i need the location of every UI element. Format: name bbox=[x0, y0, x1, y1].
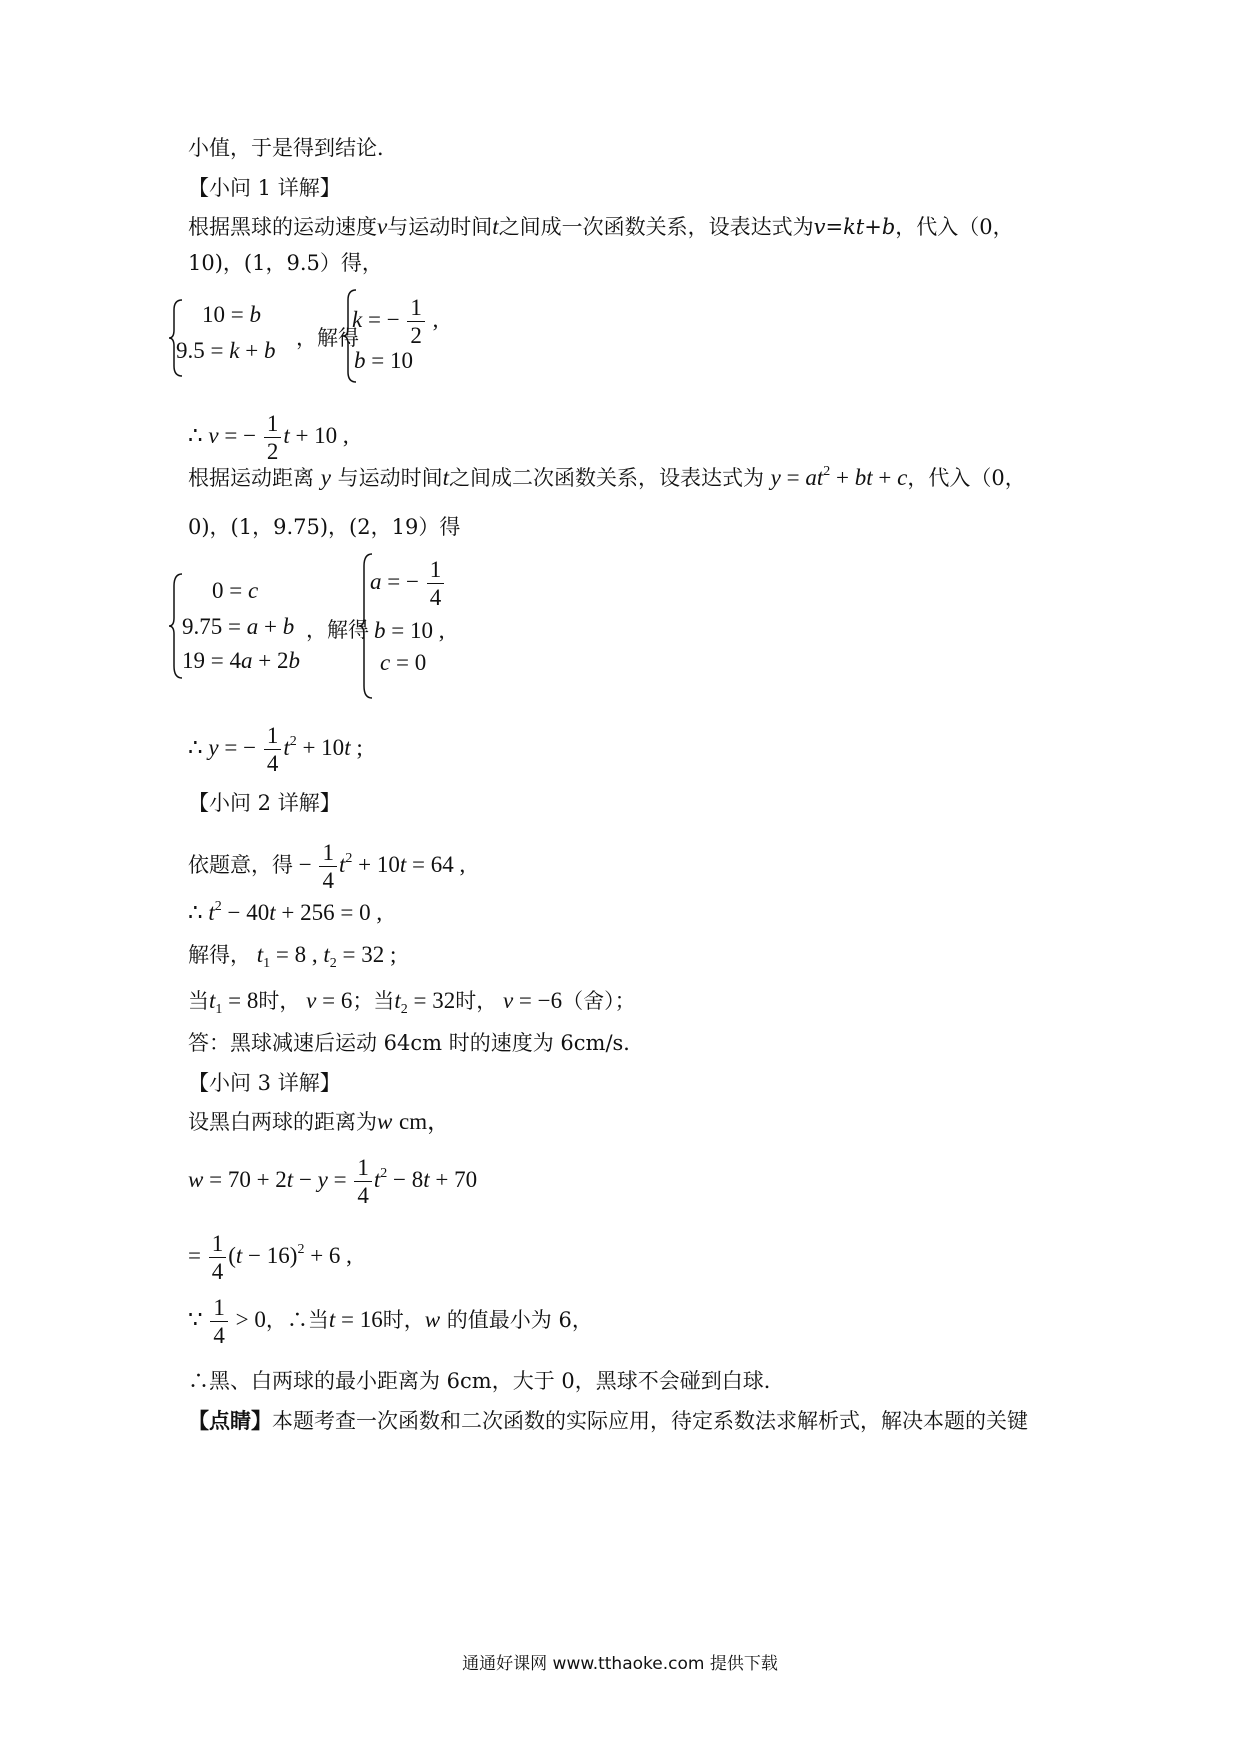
text-line: 小值，于是得到结论． bbox=[188, 136, 398, 160]
text-line: 解得， $t_1 = 8$ , $t_2 = 32$ ; bbox=[188, 942, 397, 971]
result-v: ∴ v = − $\frac{1}{2}$ t + 10 , bbox=[188, 411, 349, 465]
equation-system-1: 10 = b 9.5 = k + b ，解得 bbox=[168, 298, 468, 388]
text-line: 根据黑球的运动速度v与运动时间t之间成一次函数关系，设表达式为v=kt+b，代入（0， bbox=[188, 214, 1014, 239]
text-line: 【点睛】本题考查一次函数和二次函数的实际应用，待定系数法求解析式，解决本题的关键 bbox=[188, 1408, 1028, 1433]
conclusion-line: ∴黑、白两球的最小距离为 6cm，大于 0，黑球不会碰到白球． bbox=[188, 1369, 785, 1393]
solution-system-2: a = − $\frac{1}{4}$ b = 10 , c = 0 bbox=[358, 552, 518, 702]
section-heading-q3: 【小问 3 详解】 bbox=[188, 1071, 341, 1095]
section-heading-q1: 【小问 1 详解】 bbox=[188, 176, 341, 200]
equation-w-vertex: = $\frac{1}{4}$ $(t - 16)^2 + 6$ , bbox=[188, 1231, 352, 1285]
text-line: 0)，(1，9.75)，(2，19）得 bbox=[188, 515, 461, 539]
text-line: ∵ $\frac{1}{4}$ > 0，∴当t = 16时，w 的值最小为 6， bbox=[188, 1295, 593, 1349]
text-line: 设黑白两球的距离为w cm， bbox=[188, 1109, 451, 1134]
solution-system-1: k = − $\frac{1}{2}$ , b = 10 bbox=[342, 288, 502, 388]
section-heading-q2: 【小问 2 详解】 bbox=[188, 791, 341, 815]
equation-w: w = 70 + 2t − y = $\frac{1}{4}$ $t^2 - 8t + 70$ bbox=[188, 1155, 478, 1209]
page-footer: 通通好课网 www.tthaoke.com 提供下载 bbox=[462, 1654, 778, 1674]
text-line: 依题意，得 − $\frac{1}{4}$ $t^2 + 10t = 64$ , bbox=[188, 840, 466, 894]
answer-line: 答：黑球减速后运动 64cm 时的速度为 6cm/s． bbox=[188, 1031, 645, 1055]
result-y: ∴ y = − $\frac{1}{4}$ $t^2 + 10t$ ; bbox=[188, 723, 363, 777]
equation-line: ∴ $t^2 - 40t + 256 = 0$ , bbox=[188, 899, 383, 925]
equation-system-2: 0 = c 9.75 = a + b 19 = 4a + 2b ，解得 bbox=[168, 572, 468, 682]
text-line: 根据运动距离 y 与运动时间t之间成二次函数关系，设表达式为 $y = at^2$ + bt + c，代入（0， bbox=[188, 464, 1026, 490]
text-line: 10)，(1，9.5）得， bbox=[188, 251, 383, 275]
text-line: 当$t_1 = 8$时， v = 6；当$t_2 = 32$时， v = −6（舍）； bbox=[188, 988, 636, 1017]
